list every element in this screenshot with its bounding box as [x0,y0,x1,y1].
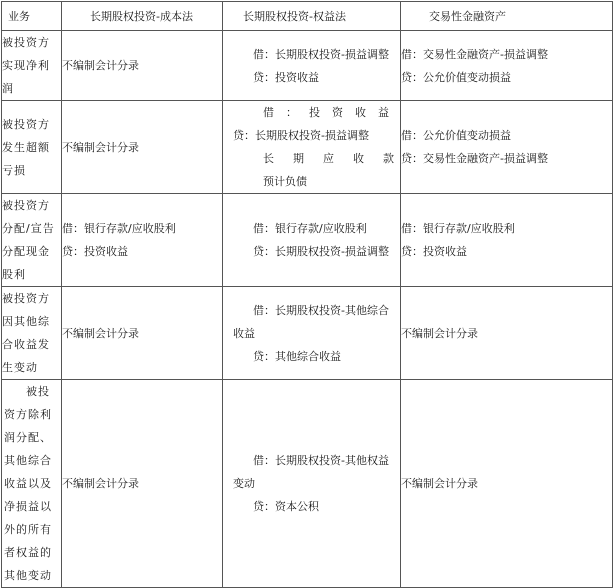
cost-method-cell [62,31,223,101]
equity-method-cell [223,287,401,380]
header-trading-assets: 交易性金融资产 [401,2,613,31]
entry-line: 不编制会计分录 [62,326,139,340]
business-cell: 被投资方因其他综合收益发生变动 [2,287,62,380]
accounting-comparison-table [1,1,613,588]
cost-method-cell [62,101,223,194]
entry-line: 不编制会计分录 [62,477,139,490]
entry-line: 贷：公允价值变动损益 [401,70,511,84]
trading-assets-cell [401,287,613,380]
table-row [2,194,613,287]
entry-line: 不编制会计分录 [401,477,478,490]
trading-assets-cell [401,194,613,287]
entry-line: 贷：资本公积 [253,500,319,513]
entry-line: 借：长期股权投资-其他权益 [253,454,389,467]
business-cell: 被投资方除利润分配、其他综合收益以及净损益以外的所有者权益的其他变动 [2,380,62,588]
entry-line: 贷：长期股权投资-损益调整 [233,129,369,142]
cost-method-cell [62,194,223,287]
trading-assets-cell [401,31,613,101]
entry-line: 借：银行存款/应收股利 [253,222,367,235]
trading-assets-cell [401,101,613,194]
entry-line: 长期应收款 [263,152,413,165]
table-row [2,380,613,588]
entry-line: 借：交易性金融资产-损益调整 [401,47,548,61]
entry-line: 贷：投资收益 [62,245,128,258]
trading-assets-cell [401,380,613,588]
entry-line: 收益 [233,326,255,340]
table-row [2,287,613,380]
entry-line: 预计负债 [263,175,307,188]
entry-line: 变动 [233,477,255,490]
header-equity-method: 长期股权投资-权益法 [223,2,401,31]
table-row [2,101,613,194]
entry-line: 不编制会计分录 [401,326,478,340]
cost-method-cell [62,287,223,380]
entry-line: 贷：交易性金融资产-损益调整 [401,152,548,165]
entry-line: 借：长期股权投资-损益调整 [253,47,389,61]
entry-line: 借：投资收益 [263,106,401,119]
header-business: 业务 [2,2,62,31]
header-row [2,2,613,31]
entry-line: 不编制会计分录 [62,140,139,154]
business-cell: 被投资方发生超额亏损 [2,101,62,194]
entry-line: 借：银行存款/应收股利 [62,222,176,235]
entry-line: 不编制会计分录 [62,59,139,72]
entry-line: 借：银行存款/应收股利 [401,222,515,235]
cost-method-cell [62,380,223,588]
equity-method-cell [223,31,401,101]
business-cell: 被投资方分配/宣告分配现金股利 [2,194,62,287]
entry-line: 贷：投资收益 [401,245,467,258]
entry-line: 贷：其他综合收益 [253,349,341,363]
equity-method-cell [223,101,413,194]
equity-method-cell [223,194,401,287]
header-cost-method: 长期股权投资-成本法 [62,2,223,31]
table-row [2,31,613,101]
entry-line: 贷：投资收益 [253,70,319,84]
business-cell: 被投资方实现净利润 [2,31,62,101]
entry-line: 借：公允价值变动损益 [401,129,511,142]
entry-line: 贷：长期股权投资-损益调整 [253,245,389,258]
equity-method-cell [223,380,401,588]
entry-line: 借：长期股权投资-其他综合 [253,303,389,317]
